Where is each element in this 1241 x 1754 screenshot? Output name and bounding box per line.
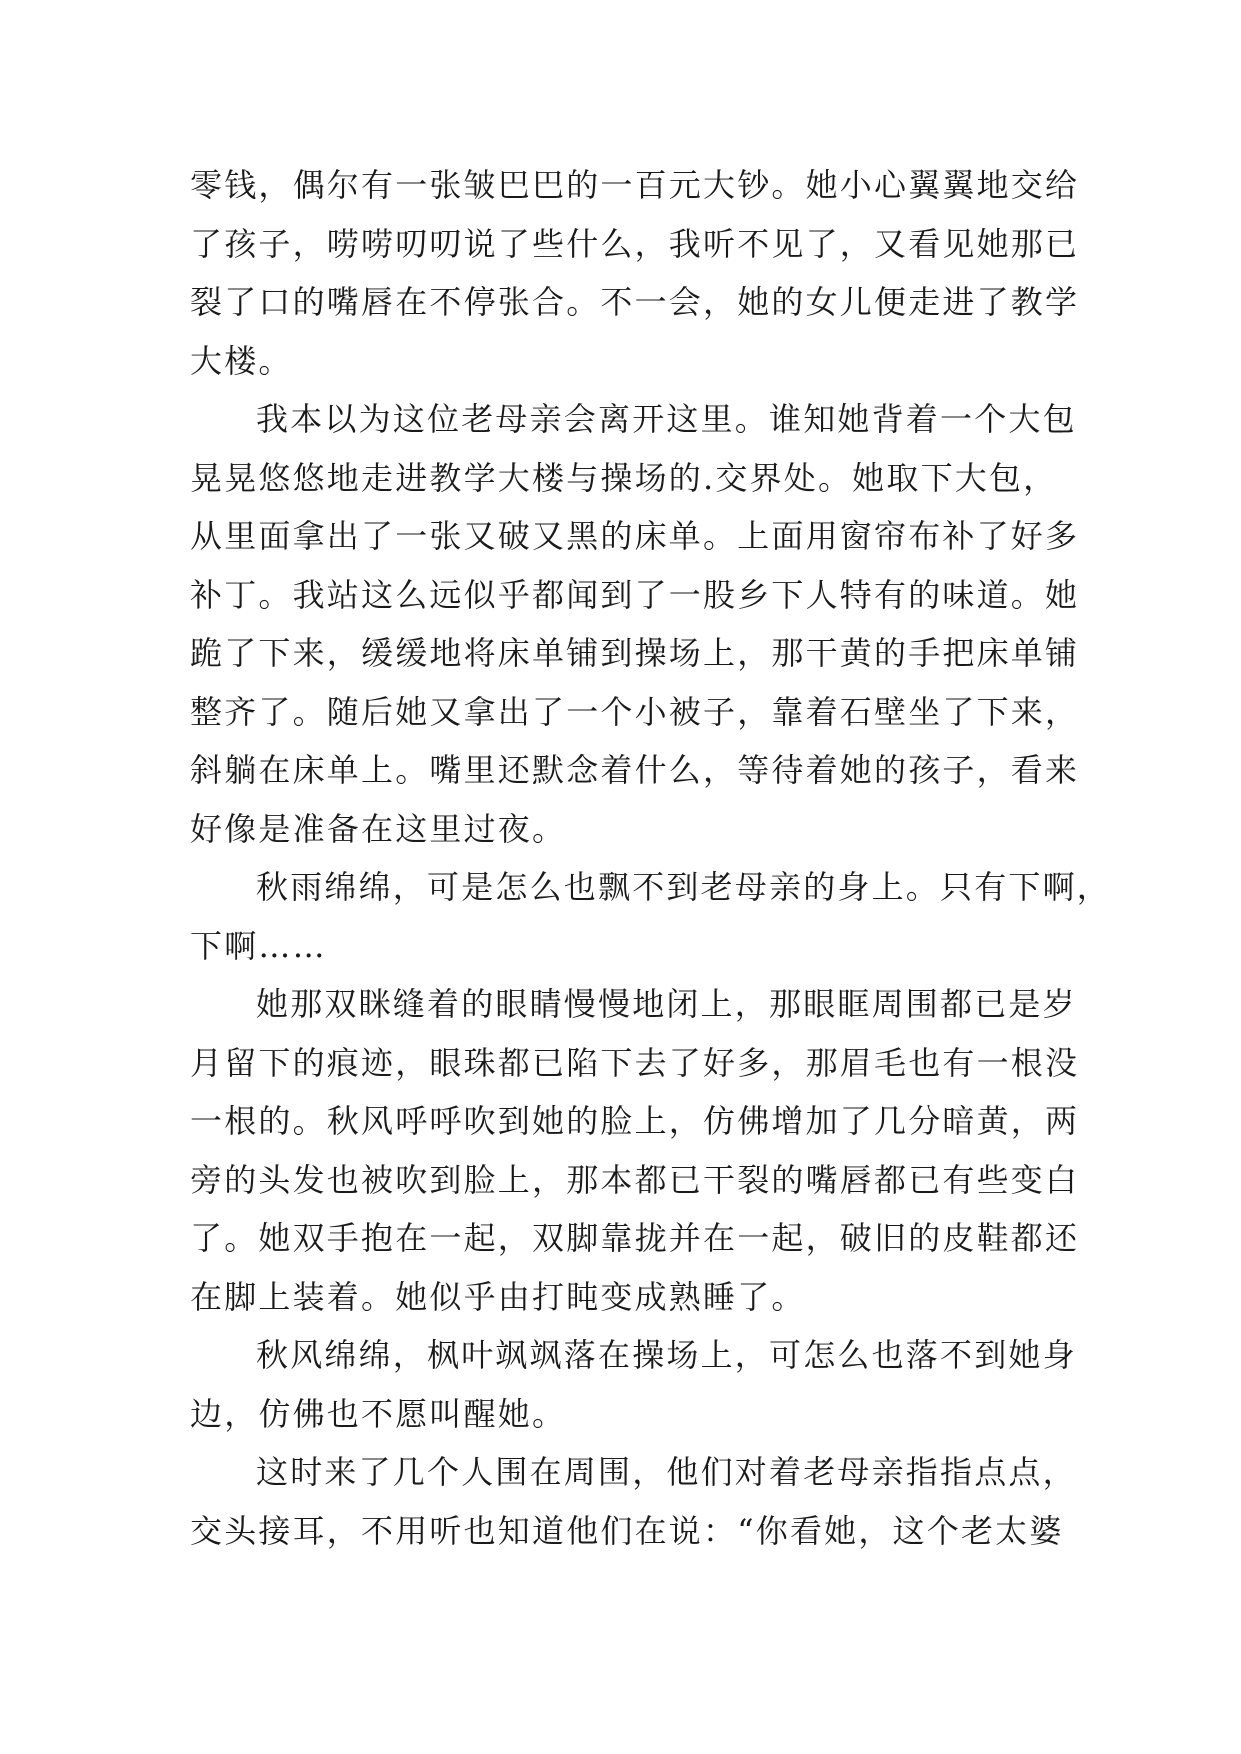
text-line: 零钱，偶尔有一张皱巴巴的一百元大钞。她小心翼翼地交给 xyxy=(190,166,1080,204)
text-line: 下啊…… xyxy=(190,926,327,965)
text-line: 月留下的痕迹，眼珠都已陷下去了好多，那眉毛也有一根没 xyxy=(190,1043,1080,1082)
text-line: 斜躺在床单上。嘴里还默念着什么，等待着她的孩子，看来 xyxy=(190,751,1080,789)
body-text xyxy=(190,156,1112,1560)
text-line: 补丁。我站这么远似乎都闻到了一股乡下人特有的味道。她 xyxy=(190,575,1080,614)
text-line: 旁的头发也被吹到脸上，那本都已干裂的嘴唇都已有些变白 xyxy=(190,1160,1080,1199)
text-line: 一根的。秋风呼呼吹到她的脸上，仿佛增加了几分暗黄，两 xyxy=(190,1102,1080,1140)
text-line: 边，仿佛也不愿叫醒她。 xyxy=(190,1394,567,1433)
paragraph-first-line: 秋风绵绵，枫叶飒飒落在操场上，可怎么也落不到她身 xyxy=(256,1336,1077,1374)
paragraph-first-line: 她那双眯缝着的眼睛慢慢地闭上，那眼眶周围都已是岁 xyxy=(256,985,1077,1023)
text-line: 整齐了。随后她又拿出了一个小被子，靠着石壁坐了下来， xyxy=(190,692,1080,731)
text-line: 了孩子，唠唠叨叨说了些什么，我听不见了，又看见她那已 xyxy=(190,224,1080,263)
text-line: 大楼。 xyxy=(190,341,293,380)
text-line: 跪了下来，缓缓地将床单铺到操场上，那干黄的手把床单铺 xyxy=(190,634,1080,672)
paragraph-first-line: 这时来了几个人围在周围，他们对着老母亲指指点点， xyxy=(256,1453,1077,1491)
text-line: 在脚上装着。她似乎由打盹变成熟睡了。 xyxy=(190,1277,806,1316)
text-line: 裂了口的嘴唇在不停张合。不一会，她的女儿便走进了教学 xyxy=(190,283,1080,321)
paragraph-first-line: 秋雨绵绵，可是怎么也飘不到老母亲的身上。只有下啊， xyxy=(256,868,1112,906)
text-line: 好像是准备在这里过夜。 xyxy=(190,809,567,848)
text-line: 交头接耳，不用听也知道他们在说：“你看她，这个老太婆 xyxy=(190,1511,1064,1550)
paragraph-first-line: 我本以为这位老母亲会离开这里。谁知她背着一个大包 xyxy=(256,400,1077,438)
text-line: 了。她双手抱在一起，双脚靠拢并在一起，破旧的皮鞋都还 xyxy=(190,1219,1080,1257)
text-line: 晃晃悠悠地走进教学大楼与操场的.交界处。她取下大包， xyxy=(190,458,1058,497)
text-line: 从里面拿出了一张又破又黑的床单。上面用窗帘布补了好多 xyxy=(190,517,1080,555)
